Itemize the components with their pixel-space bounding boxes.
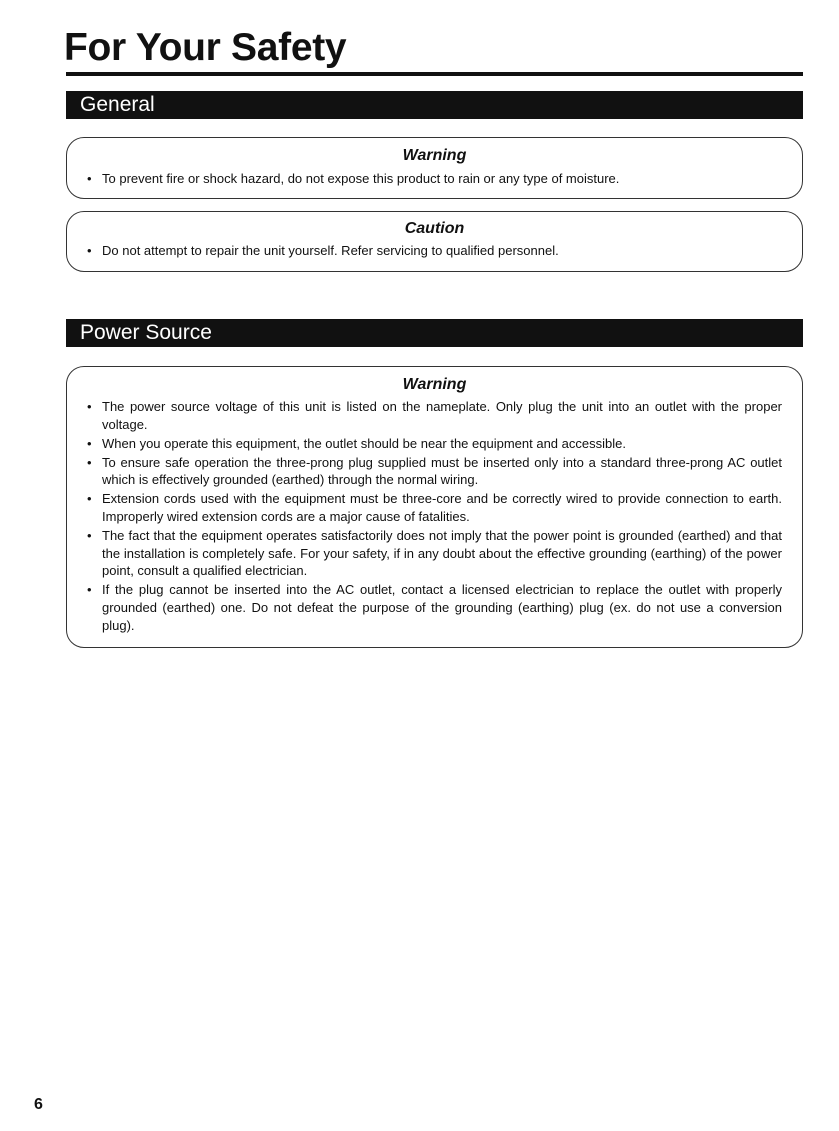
page-number: 6	[34, 1096, 43, 1113]
list-item: • If the plug cannot be inserted into the AC outlet, contact a licensed electrician to replace the outlet with properly grounded (earthed) one. Do not defeat the purpose of the grounding (earthing) plug (ex. do not use a conversion plug).	[87, 581, 782, 634]
general-warning-heading: Warning	[402, 147, 467, 164]
list-item: • To ensure safe operation the three-prong plug supplied must be inserted only into a standard three-prong AC outlet which is effectively grounded (earthed) through the normal wiring.	[87, 454, 782, 489]
list-item: • When you operate this equipment, the outlet should be near the equipment and accessible.	[87, 435, 782, 453]
list-item: • The power source voltage of this unit is listed on the nameplate. Only plug the unit into an outlet with the proper voltage.	[87, 398, 782, 433]
list-item: • Do not attempt to repair the unit yourself. Refer servicing to qualified personnel.	[87, 242, 782, 260]
power-source-warning-list	[87, 398, 782, 634]
list-item: • Extension cords used with the equipment must be three-core and be correctly wired to provide connection to earth. Improperly wired extension cords are a major cause of fatalities.	[87, 490, 782, 525]
power-source-warning-heading: Warning	[402, 376, 467, 393]
power-source-warning-box	[66, 366, 803, 648]
section-header-power-source: Power Source	[66, 319, 803, 347]
list-item: • The fact that the equipment operates satisfactorily does not imply that the power point is grounded (earthed) and that the installation is completely safe. For your safety, if in any doubt about the effective grounding (earthing) of the power point, consult a qualified electrician.	[87, 527, 782, 580]
title-rule	[66, 72, 803, 76]
general-caution-list	[87, 242, 782, 260]
general-warning-box	[66, 137, 803, 199]
general-warning-list	[87, 170, 782, 188]
general-caution-heading: Caution	[404, 220, 465, 237]
page-title: For Your Safety	[64, 26, 347, 69]
general-caution-box	[66, 211, 803, 272]
list-item: • To prevent fire or shock hazard, do not expose this product to rain or any type of moisture.	[87, 170, 782, 188]
section-header-general: General	[66, 91, 803, 119]
